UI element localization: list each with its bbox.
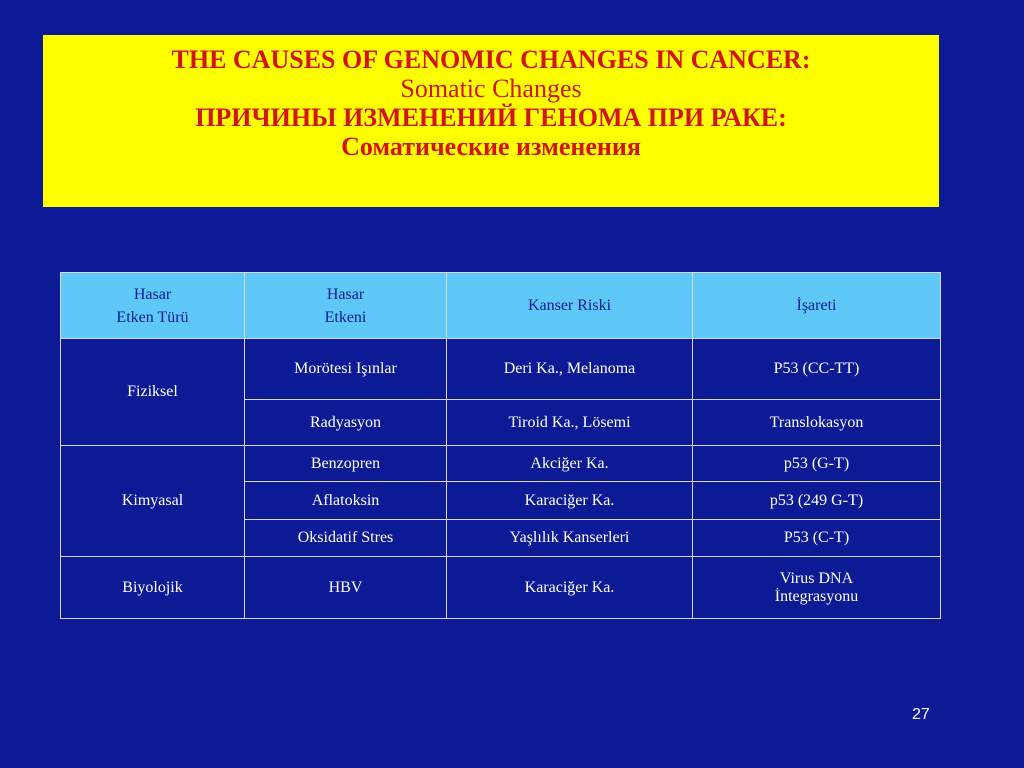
- title-russian: ПРИЧИНЫ ИЗМЕНЕНИЙ ГЕНОМА ПРИ РАКЕ:: [195, 103, 787, 132]
- table-header-row: [61, 273, 941, 339]
- header-damage-type: Hasar Etken Türü: [61, 273, 245, 339]
- header-cancer-risk: Kanser Riski: [447, 273, 693, 339]
- marker-cell: Translokasyon: [693, 400, 941, 446]
- marker-cell: P53 (C-T): [693, 520, 941, 557]
- risk-cell: Karaciğer Ka.: [447, 557, 693, 619]
- risk-cell: Akciğer Ka.: [447, 446, 693, 482]
- header-marker: İşareti: [693, 273, 941, 339]
- table-row: [61, 446, 941, 482]
- header-damage-agent: Hasar Etkeni: [245, 273, 447, 339]
- title-english: THE CAUSES OF GENOMIC CHANGES IN CANCER:: [171, 45, 811, 74]
- agent-cell: Aflatoksin: [245, 482, 447, 520]
- marker-cell: p53 (249 G-T): [693, 482, 941, 520]
- category-cell: Biyolojik: [61, 557, 245, 619]
- agent-cell: Radyasyon: [245, 400, 447, 446]
- marker-cell: Virus DNA İntegrasyonu: [693, 557, 941, 619]
- agent-cell: HBV: [245, 557, 447, 619]
- table-row: [61, 339, 941, 400]
- agent-cell: Oksidatif Stres: [245, 520, 447, 557]
- risk-cell: Tiroid Ka., Lösemi: [447, 400, 693, 446]
- page-number: 27: [912, 706, 930, 723]
- marker-cell: P53 (CC-TT): [693, 339, 941, 400]
- causes-table: [60, 272, 941, 619]
- marker-cell: p53 (G-T): [693, 446, 941, 482]
- agent-cell: Morötesi Işınlar: [245, 339, 447, 400]
- subtitle-russian: Соматические изменения: [341, 132, 641, 161]
- table-row: [61, 557, 941, 619]
- agent-cell: Benzopren: [245, 446, 447, 482]
- subtitle-english: Somatic Changes: [400, 74, 582, 103]
- risk-cell: Deri Ka., Melanoma: [447, 339, 693, 400]
- risk-cell: Karaciğer Ka.: [447, 482, 693, 520]
- risk-cell: Yaşlılık Kanserleri: [447, 520, 693, 557]
- title-box: [43, 35, 939, 207]
- category-cell: Fiziksel: [61, 339, 245, 446]
- category-cell: Kimyasal: [61, 446, 245, 557]
